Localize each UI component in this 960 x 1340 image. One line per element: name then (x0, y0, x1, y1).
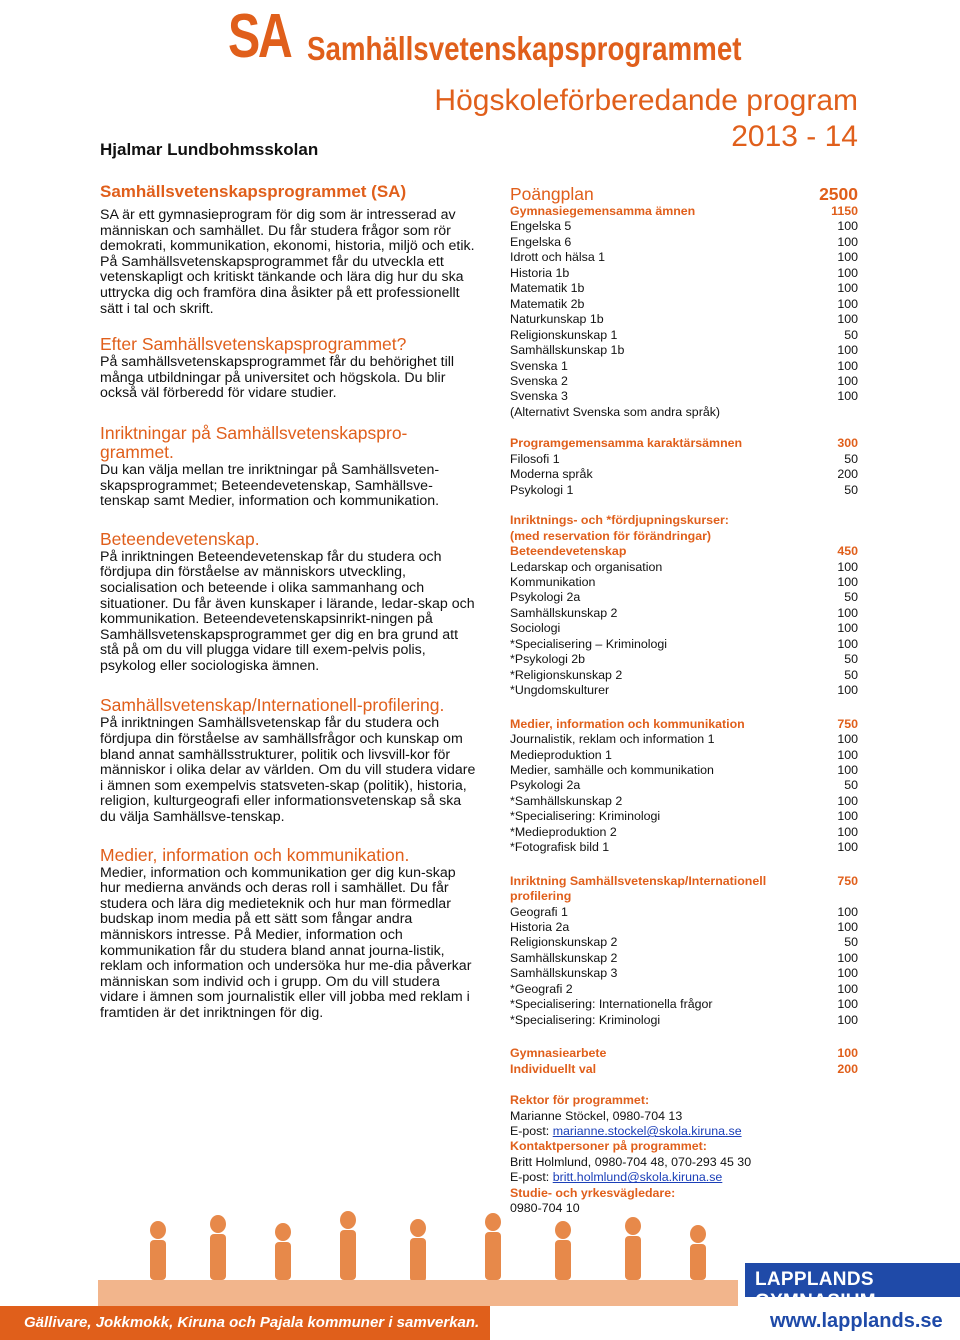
group-points: 450 (837, 544, 858, 559)
course-row (510, 560, 858, 575)
group-header (510, 717, 858, 732)
contact-person-name: Britt Holmlund, 0980-704 48, 070-293 45 30 (510, 1154, 752, 1169)
extra-points: 100 (837, 1046, 858, 1061)
course-points: 200 (837, 467, 858, 482)
course-row (510, 652, 858, 667)
course-row (510, 250, 858, 265)
course-name: *Specialisering: Kriminologi (510, 1012, 661, 1027)
course-name: Engelska 5 (510, 219, 572, 234)
group-label: Programgemensamma karaktärsämnen (510, 436, 743, 451)
course-row (510, 297, 858, 312)
counselor-phone: 0980-704 10 (510, 1201, 580, 1216)
course-row (510, 951, 858, 966)
course-points: 50 (844, 652, 858, 667)
course-points: 100 (837, 950, 858, 965)
course-points: 100 (837, 793, 858, 808)
course-name: Medieproduktion 1 (510, 747, 612, 762)
course-points: 100 (837, 265, 858, 280)
course-row (510, 825, 858, 840)
course-points: 100 (837, 574, 858, 589)
course-name: *Specialisering – Kriminologi (510, 636, 668, 651)
course-points: 100 (837, 281, 858, 296)
group-header (510, 874, 858, 889)
course-name: *Religionskunskap 2 (510, 667, 623, 682)
points-plan-total: 2500 (819, 184, 858, 204)
course-points: 100 (837, 732, 858, 747)
course-name: *Geografi 2 (510, 981, 573, 996)
course-points: 100 (837, 389, 858, 404)
course-name: *Specialisering: Internationella frågor (510, 997, 713, 1012)
course-name: Samhällskunskap 1b (510, 343, 625, 358)
group-label: Medier, information och kommunikation (510, 716, 745, 731)
principal-email-line (510, 1124, 858, 1139)
course-name: Svenska 1 (510, 358, 568, 373)
course-name: Religionskunskap 1 (510, 327, 618, 342)
school-name: Hjalmar Lundbohmsskolan (100, 140, 319, 159)
course-points: 100 (837, 219, 858, 234)
course-points: 100 (837, 312, 858, 327)
course-name: Historia 2a (510, 920, 570, 935)
course-points: 50 (844, 482, 858, 497)
group-label: Inriktning Samhällsvetenskap/Internationell (510, 873, 767, 888)
course-points: 100 (837, 1012, 858, 1027)
course-row (510, 637, 858, 652)
group-header (510, 436, 858, 451)
course-group-common (510, 204, 858, 420)
course-group-media (510, 717, 858, 856)
media-heading: Medier, information och kommunikation. (100, 844, 410, 865)
course-name: Matematik 1b (510, 281, 585, 296)
course-name: Idrott och hälsa 1 (510, 250, 606, 265)
intro-text: SA är ett gymnasieprogram för dig som är intresserad av människan och samhället. Du får studera frågor som rör demokrati, kommunikation, ekonomi, historia, miljö och etik. På Samhällsvetenskapsprogrammet får du utveckla ett vetenskapligt och kritiskt tänkande och lära dig hur du ska uttrycka dig och framföra dina åsikter på ett professionellt sätt i tal och skrift. (100, 207, 475, 317)
course-group-social-science (510, 874, 858, 1029)
course-row (510, 905, 858, 920)
principal-email-link[interactable]: marianne.stockel@skola.kiruna.se (552, 1124, 742, 1139)
course-points: 100 (837, 981, 858, 996)
course-row (510, 683, 858, 698)
school-year: 2013 - 14 (731, 120, 858, 153)
course-name: Svenska 2 (510, 373, 568, 388)
course-points: 50 (844, 778, 858, 793)
course-name: Ledarskap och organisation (510, 559, 663, 574)
lapplands-logo: LAPPLANDS GYMNASIUM (745, 1263, 960, 1297)
points-plan-title: Poängplan (510, 184, 594, 204)
course-points: 100 (837, 296, 858, 311)
email-prefix: E-post: (510, 1170, 553, 1185)
course-points: 100 (837, 373, 858, 388)
course-name: *Fotografisk bild 1 (510, 840, 610, 855)
course-row (510, 312, 858, 327)
course-name: Psykologi 1 (510, 482, 574, 497)
course-row (510, 732, 858, 747)
extra-courses (510, 1046, 858, 1077)
course-points: 100 (837, 966, 858, 981)
group-header-cont (510, 889, 858, 904)
course-name: Samhällskunskap 2 (510, 605, 618, 620)
course-name: *Medieproduktion 2 (510, 824, 617, 839)
group-header (510, 204, 858, 219)
description-column (100, 182, 480, 1022)
group-points: 300 (837, 436, 858, 451)
principal-label: Rektor för programmet: (510, 1093, 650, 1108)
course-name: Svenska 3 (510, 389, 568, 404)
group-header (510, 544, 858, 559)
course-points: 100 (837, 358, 858, 373)
course-points: 100 (837, 809, 858, 824)
course-row (510, 575, 858, 590)
after-heading: Efter Samhällsvetenskapsprogrammet? (100, 334, 407, 355)
course-name: Moderna språk (510, 467, 593, 482)
course-points: 100 (837, 762, 858, 777)
course-points: 100 (837, 904, 858, 919)
course-group-program (510, 436, 858, 498)
course-row (510, 343, 858, 358)
course-row (510, 920, 858, 935)
contact-persons-label: Kontaktpersoner på programmet: (510, 1139, 707, 1154)
course-name: Matematik 2b (510, 296, 585, 311)
footer-tagline: Gällivare, Jokkmokk, Kiruna och Pajala kommuner i samverkan. (0, 1306, 490, 1340)
course-row (510, 606, 858, 621)
group-points: 1150 (831, 204, 858, 218)
course-row (510, 266, 858, 281)
course-row (510, 621, 858, 636)
course-points: 100 (837, 683, 858, 698)
program-title: Samhällsvetenskapsprogrammet (307, 30, 742, 67)
course-row (510, 748, 858, 763)
course-name: Kommunikation (510, 574, 596, 589)
points-plan (510, 184, 858, 1217)
course-name: *Ungdomskulturer (510, 683, 610, 698)
program-subtitle: Högskoleförberedande program (434, 84, 858, 117)
course-name: Filosofi 1 (510, 451, 560, 466)
students-silhouette-illustration (98, 1210, 738, 1306)
course-points: 100 (837, 605, 858, 620)
course-row (510, 763, 858, 778)
extra-row (510, 1062, 858, 1077)
course-points: 50 (844, 451, 858, 466)
course-points: 100 (837, 621, 858, 636)
after-text: På samhällsvetenskapsprogrammet får du behörighet till många utbildningar på universitet och högskola. Du blir också väl förberedd för vidare studier. (100, 354, 455, 402)
course-name: Psykologi 2a (510, 778, 581, 793)
course-points: 100 (837, 559, 858, 574)
social-science-heading: Samhällsvetenskap/Internationell-profilering. (100, 695, 445, 716)
course-points: 100 (837, 636, 858, 651)
course-name: *Specialisering: Kriminologi (510, 809, 661, 824)
course-points: 100 (837, 234, 858, 249)
course-points: 100 (837, 920, 858, 935)
group-label: Gymnasiegemensamma ämnen (510, 204, 696, 218)
course-points: 100 (837, 997, 858, 1012)
course-name: Psykologi 2a (510, 590, 581, 605)
course-name: Samhällskunskap 3 (510, 966, 618, 981)
course-group-behavioral (510, 544, 858, 699)
course-row (510, 219, 858, 234)
contact-email-link[interactable]: britt.holmlund@skola.kiruna.se (552, 1170, 723, 1185)
course-row (510, 668, 858, 683)
course-row (510, 794, 858, 809)
principal-name: Marianne Stöckel, 0980-704 13 (510, 1108, 683, 1123)
program-heading: Samhällsvetenskapsprogrammet (SA) (100, 182, 407, 201)
orientations-heading: Inriktningar på Samhällsvetenskapspro-grammet. (100, 422, 408, 462)
course-row (510, 281, 858, 296)
course-row (510, 809, 858, 824)
behavioral-text: På inriktningen Beteendevetenskap får du studera och fördjupa din förståelse av människors utveckling, socialisation och beteende i olika sammanhang och situationer. Du får även kunskaper i lärande, ledar-skap och kommunikation. Beteendevetenskapsinrikt-ningen på Samhällsvetenskapsprogrammet ger dig en bra grund att stå på om du vill plugga vidare till exem-pelvis polis, psykolog eller sociologiska ämnen. (100, 548, 475, 674)
program-abbreviation: SA (228, 2, 291, 71)
course-name: *Psykologi 2b (510, 652, 586, 667)
group-label-cont: profilering (510, 889, 572, 904)
extra-points: 200 (837, 1061, 858, 1076)
group-note: (Alternativt Svenska som andra språk) (510, 404, 721, 419)
course-points: 100 (837, 824, 858, 839)
group-points: 750 (837, 716, 858, 731)
course-name: Geografi 1 (510, 904, 568, 919)
course-row (510, 235, 858, 250)
course-row (510, 997, 858, 1012)
course-row (510, 328, 858, 343)
course-row (510, 467, 858, 482)
course-name: Journalistik, reklam och information 1 (510, 732, 715, 747)
course-name: Naturkunskap 1b (510, 312, 604, 327)
contacts (510, 1093, 858, 1217)
social-science-text: På inriktningen Samhällsvetenskap får du studera och fördjupa din förståelse av samhällsfrågor och kunskap om bland annat samhällsstrukturer, politik och livsvill-kor för människor i olika delar av världen. Om du vill studera vidare i ämnen som exempelvis statsveten-skap (politik), historia, religion, kulturgeografi eller informationsvetenskap så ska du välja Samhällsve-tenskap. (100, 715, 476, 826)
extra-label: Individuellt val (510, 1061, 597, 1076)
course-points: 50 (844, 327, 858, 342)
course-row (510, 389, 858, 404)
course-name: Religionskunskap 2 (510, 935, 618, 950)
course-name: Samhällskunskap 2 (510, 950, 618, 965)
course-row (510, 590, 858, 605)
course-row (510, 1013, 858, 1028)
course-row (510, 840, 858, 855)
website-url[interactable]: www.lapplands.se (770, 1310, 943, 1332)
course-row (510, 935, 858, 950)
extra-row (510, 1046, 858, 1061)
course-points: 50 (844, 590, 858, 605)
course-name: Sociologi (510, 621, 561, 636)
extra-label: Gymnasiearbete (510, 1046, 607, 1061)
orientation-intro: Inriktnings- och *fördjupningskurser: (510, 513, 729, 528)
email-prefix: E-post: (510, 1124, 553, 1139)
course-points: 100 (837, 343, 858, 358)
course-row (510, 483, 858, 498)
course-points: 50 (844, 667, 858, 682)
course-points: 100 (837, 250, 858, 265)
course-name: *Samhällskunskap 2 (510, 793, 623, 808)
orientation-reservation: (med reservation för förändringar) (510, 528, 712, 543)
course-row (510, 374, 858, 389)
contact-email-line (510, 1170, 858, 1185)
course-name: Engelska 6 (510, 234, 572, 249)
course-name: Historia 1b (510, 265, 570, 280)
group-label: Beteendevetenskap (510, 544, 627, 559)
course-row (510, 452, 858, 467)
course-points: 50 (844, 935, 858, 950)
course-points: 100 (837, 747, 858, 762)
behavioral-heading: Beteendevetenskap. (100, 528, 260, 549)
counselor-label: Studie- och yrkesvägledare: (510, 1185, 676, 1200)
course-points: 100 (837, 840, 858, 855)
media-text: Medier, information och kommunikation ger dig kun-skap hur medierna används och deras roll i samhället. Du får studera och lära dig medieteknik och hur man förmedlar budskap inom media på ett sätt som fångar andra människors intresse. På Medier, information och kommunikation får du studera bland annat journa-listik, reklam och information och undersöka hur me-dia påverkar människan som individ och i grupp. Om du vill studera vidare i ämnen som journalistik eller vill jobba med reklam i framtiden är det inriktningen för dig. (100, 864, 472, 1021)
orientations-text: Du kan välja mellan tre inriktningar på Samhällsveten-skapsprogrammet; Beteendevetenskap, Samhällsve-tenskap samt Medier, information och kommunikation. (100, 461, 440, 510)
course-row (510, 966, 858, 981)
course-row (510, 982, 858, 997)
course-name: Medier, samhälle och kommunikation (510, 762, 714, 777)
group-points: 750 (837, 873, 858, 888)
course-row (510, 778, 858, 793)
course-row (510, 359, 858, 374)
points-plan-header (510, 184, 858, 204)
